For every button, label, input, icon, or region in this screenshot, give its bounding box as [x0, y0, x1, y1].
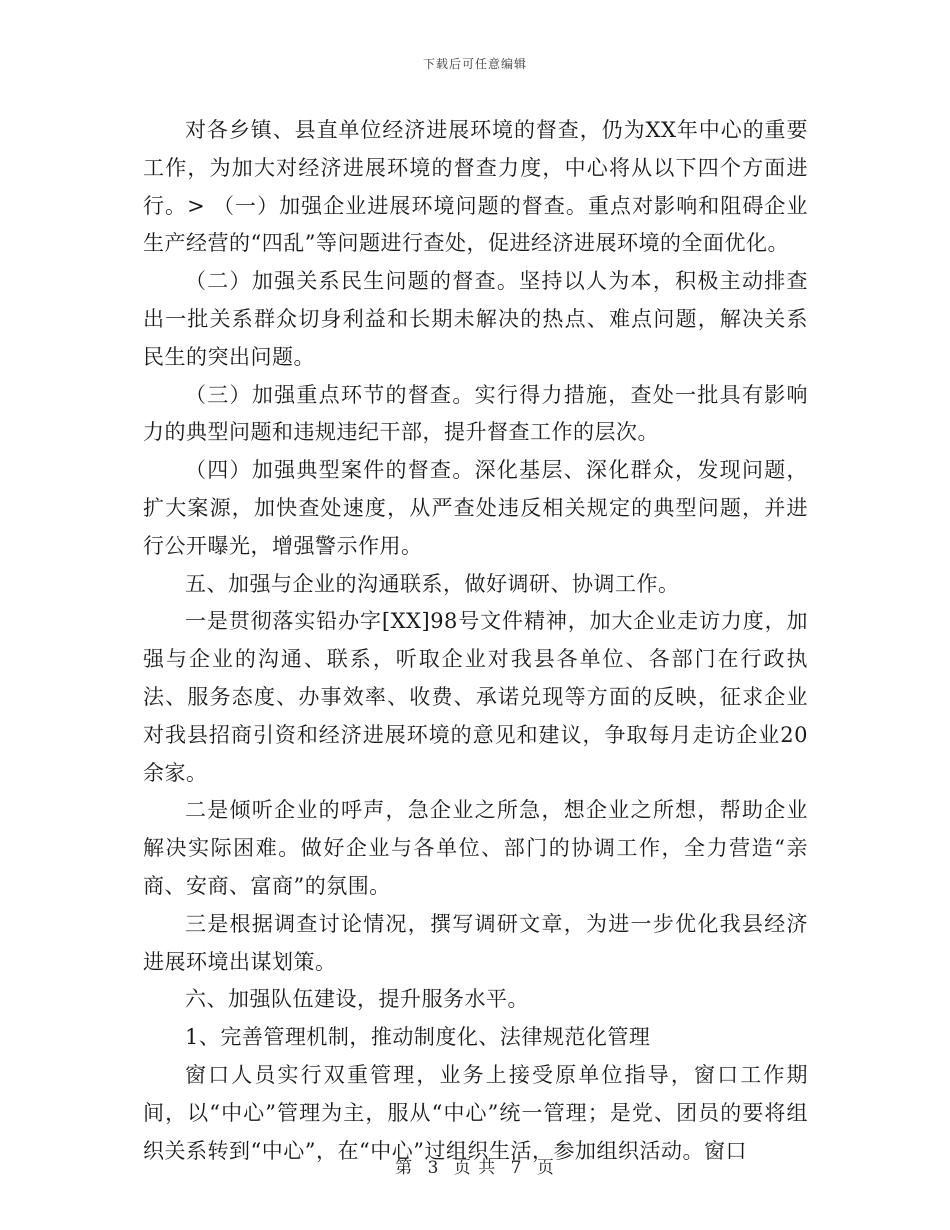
subsection-heading: 1、完善管理机制，推动制度化、法律规范化管理 — [185, 1025, 651, 1050]
page-footer — [0, 1153, 950, 1178]
document-body — [143, 112, 808, 1170]
footer-suffix: 页 — [536, 1158, 555, 1178]
section-heading: 六、加强队伍建设，提升服务水平。 — [185, 987, 529, 1012]
paragraph: 窗口人员实行双重管理，业务上接受原单位指导，窗口工作期间，以“中心”管理为主，服从“中心”统一管理；是党、团员的要将组织关系转到“中心”，在“中心”过组织生活，参加组织活动。窗口 — [143, 1062, 808, 1163]
paragraph: 三是根据调查讨论情况，撰写调研文章，为进一步优化我县经济进展环境出谋划策。 — [143, 911, 808, 974]
paragraph: 对各乡镇、县直单位经济进展环境的督查，仍为XX年中心的重要工作，为加大对经济进展环境的督查力度，中心将从以下四个方面进行。> （一）加强企业进展环境问题的督查。重点对影响和阻碍企业生产经营的“四乱”等问题进行查处，促进经济进展环境的全面优化。 — [143, 118, 808, 256]
paragraph: （二）加强关系民生问题的督查。坚持以人为本，积极主动排查出一批关系群众切身利益和长期未解决的热点、难点问题，解决关系民生的突出问题。 — [143, 269, 808, 369]
footer-mid: 页 共 — [453, 1158, 497, 1178]
paragraph: （三）加强重点环节的督查。实行得力措施，查处一批具有影响力的典型问题和违规违纪干部，提升督查工作的层次。 — [143, 382, 808, 445]
total-page-number: 7 — [510, 1158, 523, 1178]
footer-prefix: 第 — [395, 1158, 414, 1178]
page-header: 下载后可任意编辑 — [422, 57, 527, 71]
section-heading: 五、加强与企业的沟通联系，做好调研、协调工作。 — [185, 571, 680, 596]
paragraph: 一是贯彻落实铅办字[XX]98号文件精神，加大企业走访力度，加强与企业的沟通、联系，听取企业对我县各单位、各部门在行政执法、服务态度、办事效率、收费、承诺兑现等方面的反映，征求企业对我县招商引资和经济进展环境的意见和建议，争取每月走访企业20余家。 — [143, 609, 808, 785]
current-page-number: 3 — [427, 1158, 440, 1178]
paragraph: 二是倾听企业的呼声，急企业之所急，想企业之所想，帮助企业解决实际困难。做好企业与各单位、部门的协调工作，全力营造“亲商、安商、富商”的氛围。 — [143, 798, 808, 898]
paragraph: （四）加强典型案件的督查。深化基层、深化群众，发现问题，扩大案源，加快查处速度，从严查处违反相关规定的典型问题，并进行公开曝光，增强警示作用。 — [143, 458, 808, 558]
